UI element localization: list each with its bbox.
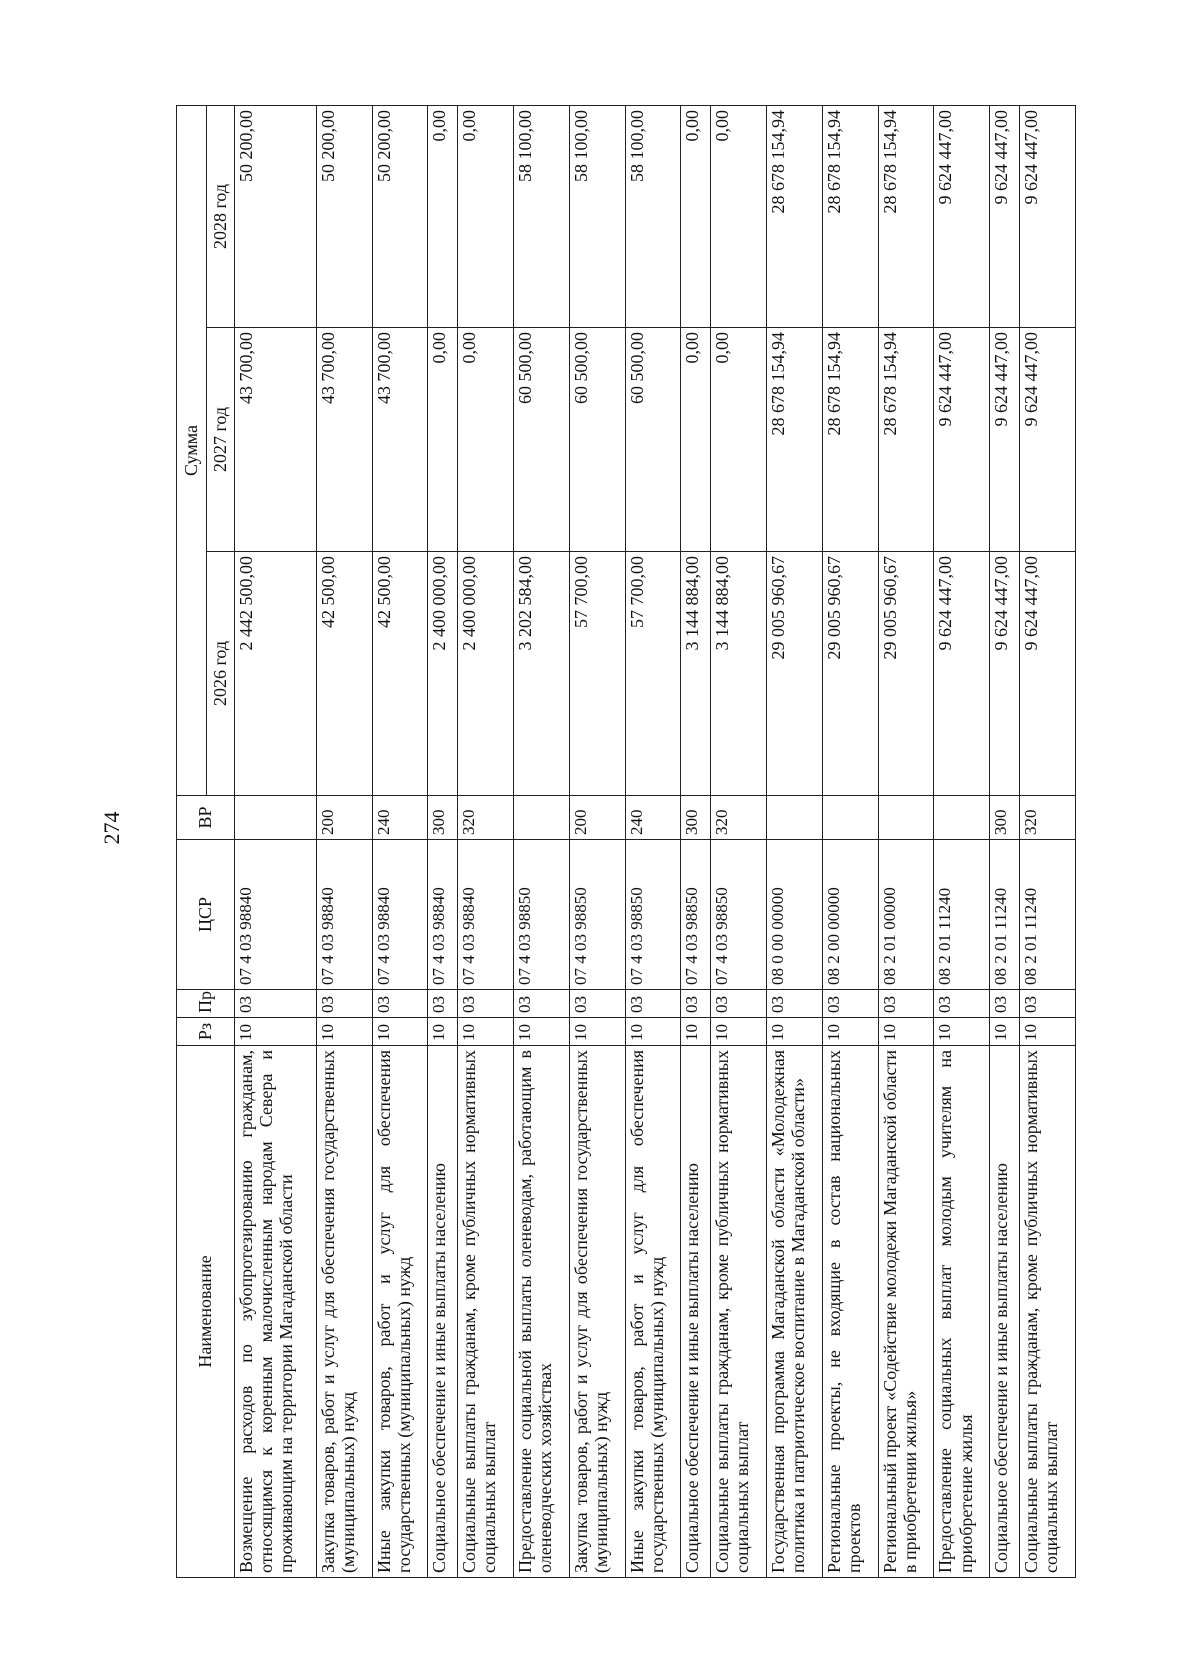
row-rz-cell: 10 [569, 1018, 625, 1046]
table-row [878, 105, 934, 1577]
row-rz-cell: 10 [316, 1018, 372, 1046]
row-2026-cell: 9 624 447,00 [990, 552, 1020, 796]
row-2028-cell: 9 624 447,00 [934, 105, 990, 327]
row-name-cell: Социальные выплаты гражданам, кроме публичных нормативных социальных выплат [458, 1046, 514, 1578]
row-rz-cell: 10 [513, 1018, 569, 1046]
row-2027-cell: 60 500,00 [625, 328, 681, 552]
row-2026-cell: 9 624 447,00 [934, 552, 990, 796]
row-name-cell: Региональный проект «Содействие молодежи Магаданской области в приобретении жилья» [878, 1046, 934, 1578]
row-2026-cell: 2 400 000,00 [458, 552, 514, 796]
row-rz-cell: 10 [458, 1018, 514, 1046]
row-2027-cell: 0,00 [711, 328, 767, 552]
header-csr: ЦСР [177, 840, 235, 990]
row-2027-cell: 0,00 [458, 328, 514, 552]
row-pr-cell: 03 [1020, 990, 1076, 1018]
header-rz: Рз [177, 1018, 235, 1046]
row-vr-cell: 240 [372, 796, 428, 840]
table-row [372, 105, 428, 1577]
row-pr-cell: 03 [372, 990, 428, 1018]
row-2028-cell: 9 624 447,00 [990, 105, 1020, 327]
row-pr-cell: 03 [878, 990, 934, 1018]
row-2028-cell: 28 678 154,94 [767, 105, 823, 327]
row-2026-cell: 29 005 960,67 [878, 552, 934, 796]
row-name-cell: Социальные выплаты гражданам, кроме публичных нормативных социальных выплат [711, 1046, 767, 1578]
row-2026-cell: 3 144 884,00 [711, 552, 767, 796]
table-row [822, 105, 878, 1577]
table-row [990, 105, 1020, 1577]
row-2027-cell: 9 624 447,00 [1020, 328, 1076, 552]
page-number: 274 [99, 811, 124, 845]
row-2028-cell: 58 100,00 [569, 105, 625, 327]
table-row [1020, 105, 1076, 1577]
row-2027-cell: 28 678 154,94 [767, 328, 823, 552]
budget-table [176, 105, 1076, 1578]
row-name-cell: Социальное обеспечение и иные выплаты населению [681, 1046, 711, 1578]
row-2028-cell: 0,00 [458, 105, 514, 327]
table-body [235, 105, 1076, 1577]
table-row [711, 105, 767, 1577]
row-2028-cell: 0,00 [711, 105, 767, 327]
row-csr-cell: 08 2 00 00000 [822, 840, 878, 990]
row-vr-cell: 200 [569, 796, 625, 840]
row-2028-cell: 0,00 [428, 105, 458, 327]
row-2026-cell: 57 700,00 [625, 552, 681, 796]
row-2026-cell: 2 400 000,00 [428, 552, 458, 796]
row-2027-cell: 0,00 [681, 328, 711, 552]
row-csr-cell: 07 4 03 98850 [681, 840, 711, 990]
row-2027-cell: 43 700,00 [235, 328, 317, 552]
row-vr-cell [934, 796, 990, 840]
table-row [625, 105, 681, 1577]
row-rz-cell: 10 [1020, 1018, 1076, 1046]
row-csr-cell: 07 4 03 98840 [428, 840, 458, 990]
row-2028-cell: 50 200,00 [372, 105, 428, 327]
table-row [235, 105, 317, 1577]
row-2027-cell: 9 624 447,00 [934, 328, 990, 552]
row-rz-cell: 10 [711, 1018, 767, 1046]
row-2028-cell: 28 678 154,94 [878, 105, 934, 327]
row-csr-cell: 08 2 01 11240 [934, 840, 990, 990]
row-2028-cell: 0,00 [681, 105, 711, 327]
row-pr-cell: 03 [990, 990, 1020, 1018]
row-2027-cell: 60 500,00 [513, 328, 569, 552]
row-rz-cell: 10 [681, 1018, 711, 1046]
row-name-cell: Региональные проекты, не входящие в состав национальных проектов [822, 1046, 878, 1578]
row-vr-cell: 300 [990, 796, 1020, 840]
row-2026-cell: 9 624 447,00 [1020, 552, 1076, 796]
row-2027-cell: 60 500,00 [569, 328, 625, 552]
header-2027: 2027 год [207, 328, 235, 552]
row-pr-cell: 03 [625, 990, 681, 1018]
row-name-cell: Предоставление социальных выплат молодым учителям на приобретение жилья [934, 1046, 990, 1578]
row-2028-cell: 9 624 447,00 [1020, 105, 1076, 327]
header-vr: ВР [177, 796, 235, 840]
rotated-table-container [176, 106, 1076, 1578]
row-csr-cell: 08 0 00 00000 [767, 840, 823, 990]
row-vr-cell [822, 796, 878, 840]
row-2028-cell: 50 200,00 [235, 105, 317, 327]
row-vr-cell: 240 [625, 796, 681, 840]
row-vr-cell [878, 796, 934, 840]
row-vr-cell: 320 [1020, 796, 1076, 840]
row-2027-cell: 28 678 154,94 [822, 328, 878, 552]
row-pr-cell: 03 [513, 990, 569, 1018]
row-csr-cell: 07 4 03 98840 [458, 840, 514, 990]
row-pr-cell: 03 [822, 990, 878, 1018]
row-2027-cell: 0,00 [428, 328, 458, 552]
row-2028-cell: 50 200,00 [316, 105, 372, 327]
row-name-cell: Социальное обеспечение и иные выплаты населению [428, 1046, 458, 1578]
row-csr-cell: 07 4 03 98840 [372, 840, 428, 990]
row-2026-cell: 3 144 884,00 [681, 552, 711, 796]
row-csr-cell: 08 2 01 11240 [1020, 840, 1076, 990]
row-name-cell: Предоставление социальной выплаты оленеводам, работающим в оленеводческих хозяйствах [513, 1046, 569, 1578]
row-name-cell: Социальные выплаты гражданам, кроме публичных нормативных социальных выплат [1020, 1046, 1076, 1578]
row-2026-cell: 57 700,00 [569, 552, 625, 796]
row-2028-cell: 58 100,00 [625, 105, 681, 327]
row-2027-cell: 28 678 154,94 [878, 328, 934, 552]
row-rz-cell: 10 [625, 1018, 681, 1046]
table-row [934, 105, 990, 1577]
row-pr-cell: 03 [711, 990, 767, 1018]
row-vr-cell: 200 [316, 796, 372, 840]
header-2028: 2028 год [207, 105, 235, 327]
row-vr-cell: 300 [428, 796, 458, 840]
row-2026-cell: 3 202 584,00 [513, 552, 569, 796]
row-pr-cell: 03 [767, 990, 823, 1018]
row-vr-cell [513, 796, 569, 840]
row-vr-cell: 320 [458, 796, 514, 840]
row-name-cell: Закупка товаров, работ и услуг для обеспечения государственных (муниципальных) нужд [316, 1046, 372, 1578]
row-csr-cell: 07 4 03 98840 [316, 840, 372, 990]
row-rz-cell: 10 [235, 1018, 317, 1046]
row-pr-cell: 03 [458, 990, 514, 1018]
row-rz-cell: 10 [372, 1018, 428, 1046]
table-row [428, 105, 458, 1577]
row-pr-cell: 03 [681, 990, 711, 1018]
row-csr-cell: 08 2 01 00000 [878, 840, 934, 990]
table-row [513, 105, 569, 1577]
row-name-cell: Закупка товаров, работ и услуг для обеспечения государственных (муниципальных) нужд [569, 1046, 625, 1578]
row-name-cell: Иные закупки товаров, работ и услуг для обеспечения государственных (муниципальных) нужд [625, 1046, 681, 1578]
row-2027-cell: 43 700,00 [372, 328, 428, 552]
row-csr-cell: 08 2 01 11240 [990, 840, 1020, 990]
row-name-cell: Социальное обеспечение и иные выплаты населению [990, 1046, 1020, 1578]
header-pr: Пр [177, 990, 235, 1018]
row-csr-cell: 07 4 03 98850 [569, 840, 625, 990]
row-2026-cell: 42 500,00 [316, 552, 372, 796]
row-pr-cell: 03 [316, 990, 372, 1018]
row-csr-cell: 07 4 03 98840 [235, 840, 317, 990]
row-2026-cell: 29 005 960,67 [822, 552, 878, 796]
row-rz-cell: 10 [934, 1018, 990, 1046]
table-row [316, 105, 372, 1577]
row-2026-cell: 29 005 960,67 [767, 552, 823, 796]
row-csr-cell: 07 4 03 98850 [625, 840, 681, 990]
row-name-cell: Возмещение расходов по зубопротезированию гражданам, относящимся к коренным малочисленным народам Севера и проживающим на территории Магаданской области [235, 1046, 317, 1578]
row-rz-cell: 10 [990, 1018, 1020, 1046]
row-vr-cell [235, 796, 317, 840]
header-sum: Сумма [177, 105, 207, 795]
row-pr-cell: 03 [235, 990, 317, 1018]
row-vr-cell: 300 [681, 796, 711, 840]
header-row [177, 105, 207, 1577]
row-vr-cell: 320 [711, 796, 767, 840]
row-2027-cell: 43 700,00 [316, 328, 372, 552]
row-rz-cell: 10 [878, 1018, 934, 1046]
row-pr-cell: 03 [569, 990, 625, 1018]
row-name-cell: Иные закупки товаров, работ и услуг для обеспечения государственных (муниципальных) нужд [372, 1046, 428, 1578]
row-pr-cell: 03 [428, 990, 458, 1018]
row-2028-cell: 28 678 154,94 [822, 105, 878, 327]
row-2026-cell: 2 442 500,00 [235, 552, 317, 796]
row-2028-cell: 58 100,00 [513, 105, 569, 327]
row-csr-cell: 07 4 03 98850 [513, 840, 569, 990]
table-row [767, 105, 823, 1577]
header-name: Наименование [177, 1046, 235, 1578]
row-csr-cell: 07 4 03 98850 [711, 840, 767, 990]
row-pr-cell: 03 [934, 990, 990, 1018]
row-rz-cell: 10 [822, 1018, 878, 1046]
row-vr-cell [767, 796, 823, 840]
header-2026: 2026 год [207, 552, 235, 796]
row-rz-cell: 10 [428, 1018, 458, 1046]
table-row [681, 105, 711, 1577]
row-2026-cell: 42 500,00 [372, 552, 428, 796]
table-row [569, 105, 625, 1577]
row-name-cell: Государственная программа Магаданской области «Молодежная политика и патриотическое воспитание в Магаданской области» [767, 1046, 823, 1578]
row-2027-cell: 9 624 447,00 [990, 328, 1020, 552]
table-row [458, 105, 514, 1577]
row-rz-cell: 10 [767, 1018, 823, 1046]
